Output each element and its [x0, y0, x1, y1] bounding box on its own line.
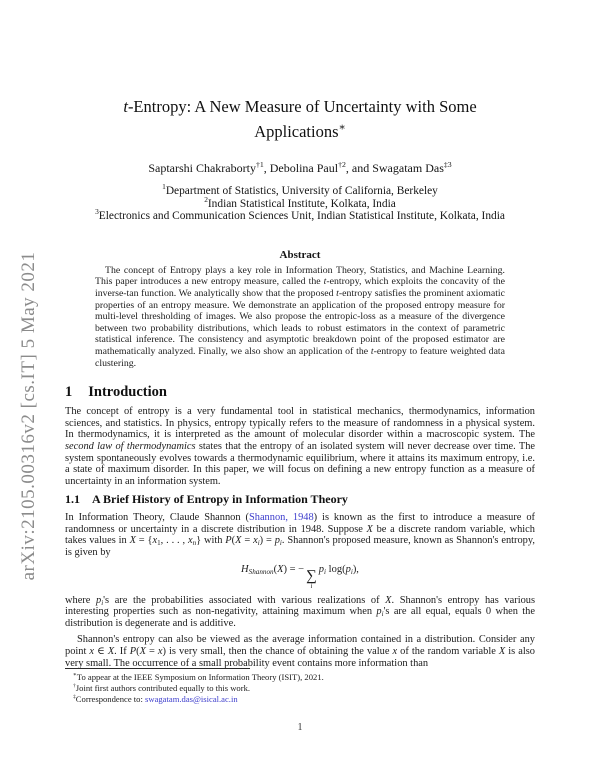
text-segment: Joint first authors contributed equally to this work.	[75, 683, 251, 693]
text-segment: where	[65, 594, 96, 606]
text-segment: ‡3	[443, 160, 452, 169]
affiliation-line-2	[65, 194, 535, 211]
text-segment: , and Swagatam Das	[345, 161, 444, 175]
paper-title-line1	[65, 94, 535, 119]
text-segment: x	[253, 535, 258, 547]
section-heading-introduction	[65, 384, 535, 401]
text-segment: log(	[326, 563, 346, 575]
text-segment: X	[385, 594, 392, 606]
text-segment: } with	[196, 535, 226, 547]
text-segment: i	[381, 609, 384, 618]
text-segment: be a discrete random variable, which takes values in	[65, 523, 535, 547]
text-segment: Shannon	[248, 567, 274, 576]
text-segment: 's are the probabilities associated with various realizations of	[103, 594, 386, 606]
text-segment: =	[145, 645, 158, 657]
text-segment: ) is very small, then the chance of obtaining the value	[162, 645, 393, 657]
text-segment: second law of thermodynamics	[65, 440, 196, 452]
text-segment: To appear at the IEEE Symposium on Information Theory (ISIT), 2021.	[76, 672, 324, 682]
text-segment: Electronics and Communication Sciences Unit, Indian Statistical Institute, Kolkata, India	[98, 210, 505, 223]
text-segment: X	[277, 563, 284, 575]
text-segment: x	[152, 535, 158, 547]
affiliation-line-1	[65, 182, 535, 198]
summation-symbol: ∑ i	[306, 567, 317, 590]
section-number: 1	[65, 384, 73, 401]
text-segment: ‡	[73, 694, 76, 701]
text-segment: t	[370, 345, 374, 357]
text-segment: t	[123, 97, 128, 116]
text-segment: 's are all equal, equals 0 when the distribution is degenerate and is additive.	[65, 606, 535, 629]
text-segment: X	[235, 535, 242, 547]
text-segment: p	[376, 606, 382, 618]
text-segment: , Debolina Paul	[263, 161, 339, 175]
history-paragraph-1	[65, 512, 535, 558]
text-segment: Correspondence to:	[75, 694, 146, 704]
subsection-heading-history	[65, 492, 535, 507]
text-segment: H	[241, 563, 249, 575]
text-segment: ) =	[259, 535, 275, 547]
text-segment: The concept of entropy is a very fundamental tool in statistical mechanics, thermodynamics, information sciences, and statistics. In physics, entropy typically refers to the measure of randomness in a physical system. In thermodynamics, it is interpreted as the amount of molecular disorder within a macroscopic system. The	[65, 406, 535, 441]
text-segment: P	[225, 535, 232, 547]
equation-lhs	[241, 564, 304, 575]
text-segment: Saptarshi Chakraborty	[148, 161, 256, 175]
introduction-paragraph	[65, 406, 535, 487]
footnote-correspondence	[65, 694, 535, 705]
text-segment: Applications	[254, 122, 339, 141]
text-segment: 1	[157, 539, 161, 548]
text-segment: p	[274, 535, 280, 547]
text-segment: p	[96, 594, 102, 606]
text-segment: Shannon's entropy can also be viewed as the average information contained in a distribution. Consider any point	[65, 634, 535, 657]
text-segment: X	[139, 645, 146, 657]
text-segment: of the random variable	[397, 645, 499, 657]
link[interactable]: swagatam.das@isical.ac.in	[145, 694, 238, 704]
abstract-heading: Abstract	[279, 248, 321, 261]
text-segment: ) = −	[283, 563, 305, 575]
text-segment: ∗	[338, 121, 346, 134]
text-segment: ) is known as the first to introduce a measure of randomness or uncertainty in a discrete distribution in 1948. Suppose	[65, 512, 535, 535]
text-segment: . If	[114, 645, 130, 657]
text-segment: (	[231, 535, 236, 547]
text-segment: i	[350, 567, 353, 576]
text-segment: 1	[162, 182, 166, 192]
shannon-entropy-equation	[65, 564, 535, 590]
text-segment: i	[101, 598, 104, 607]
text-segment: n	[192, 539, 197, 548]
text-segment: t	[336, 287, 339, 299]
text-segment: 2	[204, 194, 208, 204]
authors-line	[65, 161, 535, 175]
text-segment: ),	[352, 563, 359, 575]
text-segment: (	[136, 645, 140, 657]
text-segment: The concept of Entropy plays a key role in Information Theory, Statistics, and Machine Learning. This paper introduces a new entropy measure, called the	[95, 264, 505, 288]
text-segment: In Information Theory, Claude Shannon (	[65, 512, 249, 524]
text-segment: i	[279, 539, 282, 548]
text-segment: x	[157, 645, 163, 657]
text-segment: Department of Statistics, University of California, Berkeley	[165, 185, 438, 197]
page-number: 1	[297, 722, 303, 733]
affiliation-line-3	[65, 207, 535, 223]
text-segment: . Shannon's entropy has various interesting properties such as non-negativity, attaining maximum when	[65, 594, 536, 618]
text-segment: = {	[135, 535, 153, 547]
history-paragraph-3	[65, 634, 535, 669]
footnotes-block	[65, 668, 535, 705]
paper-content	[65, 0, 535, 669]
text-segment: x	[89, 645, 95, 657]
subsection-number: 1.1	[65, 492, 80, 507]
footnote-rule	[65, 668, 250, 669]
text-segment: P	[129, 645, 137, 657]
paper-title-line2	[65, 119, 535, 144]
section-title: Introduction	[88, 384, 167, 401]
arxiv-watermark: arXiv:2105.00316v2 [cs.IT] 5 May 2021	[18, 251, 39, 581]
history-paragraph-2	[65, 595, 535, 630]
text-segment: i	[324, 567, 327, 576]
text-segment: -entropy, which exploits the concavity of the inverse-tan function. We analytically show that the proposed	[95, 276, 505, 299]
text-segment: †1	[255, 160, 264, 169]
text-segment: is also very small. The occurrence of a small probability event contains more information than	[65, 645, 536, 669]
affiliations-block	[65, 182, 535, 223]
text-segment: states that the entropy of an isolated system will never decrease over time. The system spontaneously evolves towards a thermodynamic equilibrium, where it attains its maximum entropy, i.e. a state of maximum disorder. In this paper, we will focus on defining a new entropy function as a measure of uncertainty in an information system.	[65, 440, 536, 487]
text-segment: x	[187, 535, 193, 547]
text-segment: Indian Statistical Institute, Kolkata, India	[207, 197, 396, 210]
abstract-text	[95, 265, 505, 369]
text-segment: ∗	[73, 672, 77, 679]
text-segment: X	[107, 645, 115, 657]
equation-rhs	[319, 564, 359, 575]
text-segment: -entropy to feature weighted data clustering.	[95, 345, 505, 369]
text-segment: i	[257, 539, 260, 548]
text-segment: †	[73, 683, 76, 690]
text-segment: t	[323, 276, 327, 288]
text-segment: ∈	[94, 645, 108, 657]
subsection-title: A Brief History of Entropy in Information Theory	[92, 492, 348, 507]
text-segment: X	[498, 645, 506, 657]
text-segment: p	[318, 563, 325, 575]
text-segment: =	[241, 535, 254, 547]
text-segment: . Shannon's proposed measure, known as Shannon's entropy, is given by	[65, 535, 535, 559]
text-segment: -entropy satisfies the prominent axiomatic properties of an entropy measure. We demonstrate an application of the proposed entropy measure for multi-level thresholding of images. We also propose the entropic-loss as a measure of the divergence between two probability distributions, which leads to robust estimators in the context of parametric statistical inference. The consistency and asymptotic breakdown point of the proposed estimator are mathematically analyzed. Finally, we also show an application of the	[95, 287, 505, 357]
text-segment: x	[392, 645, 398, 657]
footnote-joint-authors	[65, 683, 535, 694]
footnote-isit	[65, 672, 535, 683]
text-segment: p	[345, 563, 351, 575]
text-segment: 3	[95, 207, 99, 217]
text-segment: (	[273, 563, 278, 575]
paper-title	[65, 94, 535, 144]
text-segment: X	[129, 535, 136, 547]
text-segment: X	[366, 523, 373, 535]
text-segment: , . . . ,	[160, 535, 188, 547]
text-segment: -Entropy: A New Measure of Uncertainty with Some	[127, 97, 477, 116]
link[interactable]: Shannon, 1948	[248, 512, 314, 524]
text-segment: †2	[338, 160, 346, 169]
